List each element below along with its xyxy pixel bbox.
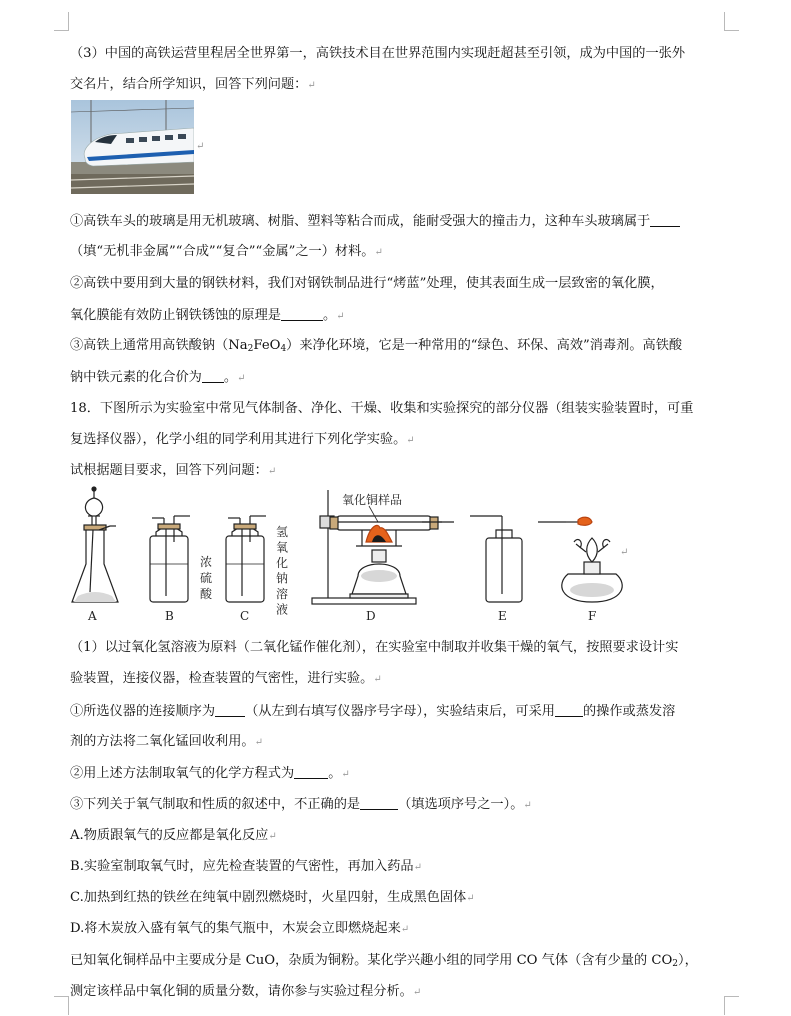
text-run: ）， — [678, 953, 698, 968]
text-run: ②用上述方法制取氧气的化学方程式为 — [70, 766, 295, 781]
label-c: C — [240, 609, 250, 623]
text-line — [70, 672, 382, 685]
answer-blank — [202, 370, 224, 383]
text-run: D.将木炭放入盛有氧气的集气瓶中，木炭会立即燃烧起来 — [70, 921, 401, 936]
text-line — [70, 985, 421, 998]
text-run: 的操作或蒸发溶 — [582, 704, 676, 719]
paragraph-mark: ↵ — [412, 987, 422, 998]
reagent-char: 酸 — [200, 587, 213, 601]
text-line — [70, 370, 245, 384]
text-run: 验装置，连接仪器，检查装置的气密性，进行实验。 — [70, 671, 374, 686]
apparatus-b — [150, 516, 190, 602]
text-line — [70, 433, 415, 446]
text-line — [70, 339, 682, 354]
paragraph-mark: ↵ — [267, 466, 277, 477]
answer-blank — [555, 704, 583, 717]
text-run: B.实验室制取氧气时，应先检查装置的气密性，再加入药品 — [70, 859, 414, 874]
text-line — [70, 464, 276, 477]
text-line — [70, 277, 664, 290]
text-line — [70, 704, 675, 718]
text-run: ③下列关于氧气制取和性质的叙述中，不正确的是 — [70, 797, 361, 812]
paragraph-mark: ↵ — [268, 831, 277, 842]
reagent-char: 钠 — [276, 571, 289, 586]
corner-mark-bottom-right — [724, 996, 739, 1015]
apparatus-f — [538, 517, 622, 602]
text-run: ③高铁上通常用高铁酸钠（Na — [70, 338, 248, 353]
text-run: （填“无机非金属”“合成”“复合”“金属”之一）材料。 — [70, 244, 375, 259]
reagent-char: 氧 — [276, 540, 289, 555]
reagent-char: 浓 — [200, 555, 213, 569]
text-run: ①高铁车头的玻璃是用无机玻璃、树脂、塑料等粘合而成，能耐受强大的撞击力，这种车头玻璃属于 — [70, 214, 651, 229]
answer-blank — [281, 308, 323, 321]
text-run: 钠中铁元素的化合价为 — [70, 370, 202, 385]
reagent-char: 液 — [276, 602, 289, 617]
paragraph-mark: ↵ — [523, 800, 532, 811]
text-run: （填选项序号之一）。 — [398, 797, 524, 812]
text-run: 。 — [323, 308, 337, 323]
paragraph-mark: ↵ — [373, 674, 382, 685]
text-line — [70, 402, 693, 415]
text-line — [70, 735, 263, 748]
text-line — [70, 954, 698, 969]
text-line — [70, 797, 532, 811]
text-run: 氧化膜能有效防止钢铁锈蚀的原理是 — [70, 308, 281, 323]
corner-mark-top-right — [724, 12, 739, 31]
subscript: 2 — [247, 344, 254, 354]
label-c-reagent — [276, 525, 288, 617]
text-run: A.物质跟氧气的反应都是氧化反应 — [70, 828, 269, 843]
apparatus-d — [312, 490, 454, 604]
paragraph-mark: ↵ — [336, 311, 345, 322]
text-run: 剂的方法将二氧化锰回收利用。 — [70, 734, 255, 749]
text-run: 交名片，结合所学知识，回答下列问题： — [70, 77, 308, 92]
label-f: F — [588, 609, 597, 623]
text-run: 已知氧化铜样品中主要成分是 CuO，杂质为铜粉。某化学兴趣小组的同学用 CO 气体（含有少量的 CO — [70, 953, 673, 968]
label-b: B — [165, 609, 174, 623]
paragraph-mark: ↵ — [406, 435, 415, 446]
apparatus-e — [470, 516, 522, 602]
apparatus-a — [72, 487, 118, 602]
paragraph-mark: ↵ — [400, 924, 410, 935]
label-a: A — [88, 609, 97, 623]
text-run: 。 — [223, 370, 238, 385]
apparatus-c — [226, 516, 266, 602]
text-line — [70, 641, 678, 654]
answer-blank — [650, 214, 680, 227]
label-b-reagent — [200, 555, 213, 601]
reagent-char: 氢 — [276, 525, 289, 539]
text-run: 。 — [328, 766, 342, 781]
text-line — [70, 860, 422, 873]
text-run: ①所选仪器的连接顺序为 — [70, 704, 216, 719]
text-line — [70, 829, 277, 842]
text-run: ）来净化环境，它是一种常用的“绿色、环保、高效”消毒剂。高铁酸 — [286, 338, 683, 353]
paragraph-mark: ↵ — [466, 893, 475, 904]
text-run: C.加热到红热的铁丝在纯氧中剧烈燃烧时，火星四射，生成黑色固体 — [70, 890, 467, 905]
text-run: 18．下图所示为实验室中常见气体制备、净化、干燥、收集和实验探究的部分仪器（组装实验装置时，可重 — [70, 401, 694, 416]
subscript: 4 — [280, 344, 287, 354]
corner-mark-bottom-left — [54, 996, 69, 1015]
text-run: （从左到右填写仪器序号字母），实验结束后，可采用 — [245, 704, 555, 719]
text-run: （3）中国的高铁运营里程居全世界第一，高铁技术目在世界范围内实现赶超甚至引领，成为中国的一张外 — [70, 46, 686, 61]
high-speed-train-image — [71, 100, 194, 194]
reagent-char: 化 — [276, 556, 289, 570]
paragraph-mark: ↵ — [254, 737, 264, 748]
answer-blank — [294, 766, 328, 779]
text-line — [70, 766, 350, 780]
label-d: D — [366, 609, 376, 623]
reagent-char: 溶 — [276, 587, 289, 601]
text-line — [70, 891, 475, 904]
text-line — [70, 922, 409, 935]
text-line — [70, 78, 316, 91]
text-line — [70, 47, 685, 60]
text-run: ②高铁中要用到大量的钢铁材料，我们对钢铁制品进行“烤蓝”处理，使其表面生成一层致密的氧化膜， — [70, 276, 664, 291]
paragraph-mark: ↵ — [307, 80, 316, 91]
text-run: FeO — [253, 338, 281, 353]
corner-mark-top-left — [54, 12, 69, 31]
subscript: 2 — [672, 959, 679, 969]
text-line — [70, 245, 383, 258]
text-line — [70, 214, 680, 228]
answer-blank — [360, 797, 398, 810]
text-run: （1）以过氧化氢溶液为原料（二氧化锰作催化剂），在实验室中制取并收集干燥的氧气，按照要求设计实 — [70, 640, 679, 655]
paragraph-mark: ↵ — [196, 141, 205, 152]
paragraph-mark: ↵ — [374, 247, 383, 258]
label-e: E — [498, 609, 507, 623]
apparatus-diagram — [66, 486, 666, 626]
answer-blank — [215, 704, 245, 717]
text-run: 试根据题目要求，回答下列问题： — [70, 463, 268, 478]
text-run: 复选择仪器），化学小组的同学利用其进行下列化学实验。 — [70, 432, 407, 447]
text-line — [70, 308, 345, 322]
label-d-sample: 氧化铜样品 — [342, 493, 403, 507]
reagent-char: 硫 — [200, 571, 213, 585]
paragraph-mark: ↵ — [413, 862, 422, 873]
text-run: 测定该样品中氧化铜的质量分数，请你参与实验过程分析。 — [70, 984, 413, 999]
paragraph-mark: ↵ — [620, 547, 629, 558]
paragraph-mark: ↵ — [341, 769, 350, 780]
paragraph-mark: ↵ — [237, 373, 246, 384]
